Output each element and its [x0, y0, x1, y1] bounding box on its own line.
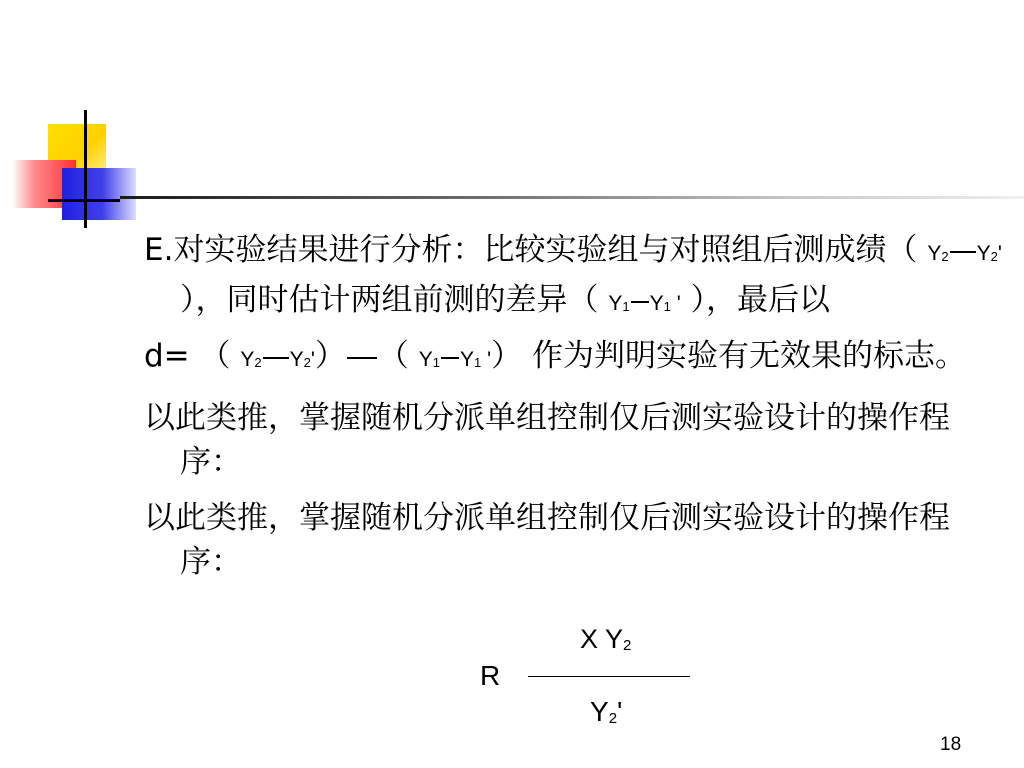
text-segment: ） 作为判明实验有无效果的标志。: [491, 338, 966, 374]
vertical-line-decoration: [84, 110, 87, 228]
dash-glyph: [950, 251, 976, 253]
var-y1-prime: $Y_1$ ': [460, 348, 492, 371]
var-y2-prime: $Y_2'$: [976, 242, 1002, 265]
dash-glyph: [347, 357, 377, 359]
d-equals: d=: [144, 338, 200, 374]
dash-glyph: [631, 301, 649, 303]
formula-divider: [528, 676, 690, 677]
horizontal-line-decoration: [48, 199, 120, 202]
formula-r: R: [480, 660, 501, 691]
text-segment: （: [377, 338, 419, 374]
slide-body: [144, 228, 1004, 596]
paragraph-analysis: [144, 228, 1004, 328]
formula-denominator: $Y_2'$: [590, 696, 623, 727]
paragraph-difference: [144, 334, 1004, 384]
text-segment: 对实验结果进行分析：比较实验组与对照组后测成绩（: [173, 232, 928, 268]
var-y1-prime: $Y_1$ ': [649, 292, 681, 315]
var-y2-prime: $Y_2'$: [289, 348, 315, 371]
var-y1: $Y_1$: [608, 292, 630, 315]
item-marker: E.: [144, 232, 174, 268]
dash-glyph: [263, 357, 289, 359]
blue-square-decoration: [62, 168, 136, 220]
title-rule: [120, 196, 1024, 199]
var-y1: $Y_1$: [418, 348, 440, 371]
dash-glyph: [441, 357, 459, 359]
text-segment: ）: [314, 338, 346, 374]
text-segment: ），同时估计两组前测的差异（: [180, 282, 609, 318]
formula-numerator: X $Y_2$: [580, 624, 632, 654]
text-segment: ），最后以: [680, 282, 831, 318]
var-y2: $Y_2$: [927, 242, 949, 265]
paragraph-procedure-2: 以此类推，掌握随机分派单组控制仅后测实验设计的操作程序：: [144, 500, 950, 580]
page-number: 18: [940, 734, 962, 755]
var-y2: $Y_2$: [240, 348, 262, 371]
text-segment: （: [199, 338, 241, 374]
paragraph-procedure-1: 以此类推，掌握随机分派单组控制仅后测实验设计的操作程序：: [144, 400, 950, 480]
